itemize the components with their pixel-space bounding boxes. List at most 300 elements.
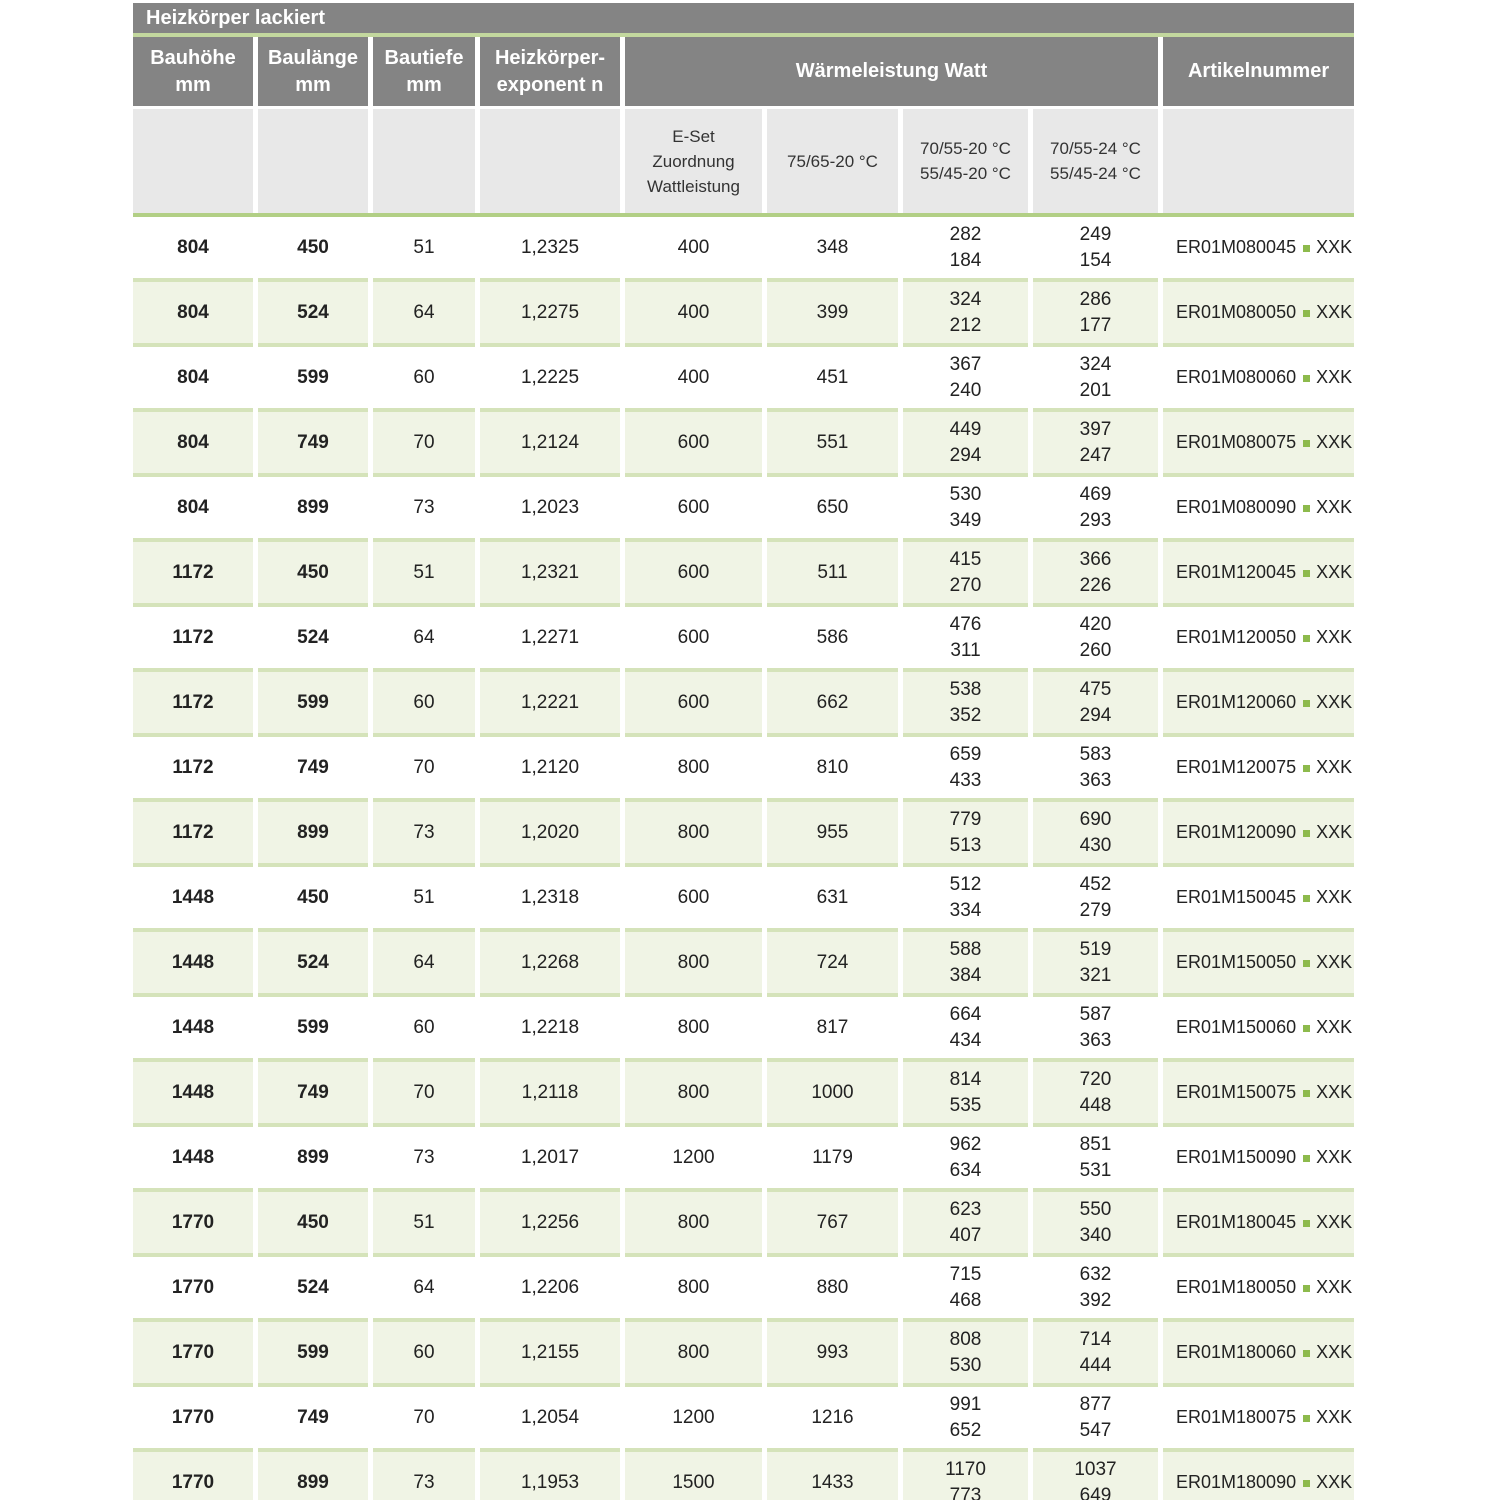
eset-cell: 800 [625,802,762,867]
exponent-cell: 1,2017 [480,1127,620,1192]
table-row [133,672,1354,737]
watt-7055-20-cell [903,1452,1028,1500]
column-header-exponent [480,37,620,109]
artikelnummer-cell [1163,477,1354,542]
watt-7055-24-cell [1033,217,1158,282]
watt-value: 991 [949,1393,982,1415]
subheader-line: Zuordnung [652,151,735,171]
watt-value: 334 [949,899,982,921]
artikel-suffix: XXK [1316,237,1353,257]
exponent-cell: 1,2206 [480,1257,620,1322]
watt-7565-cell: 348 [767,217,898,282]
baulaenge-cell: 450 [258,867,368,932]
artikelnummer-cell [1163,867,1354,932]
green-square-icon [1303,895,1310,902]
artikelnummer-cell [1163,932,1354,997]
exponent-cell: 1,1953 [480,1452,620,1500]
watt-7055-24-cell [1033,607,1158,672]
bautiefe-cell: 64 [373,282,475,347]
bauhoehe-cell: 1172 [133,737,253,802]
watt-7055-20-cell [903,542,1028,607]
bautiefe-cell: 60 [373,347,475,412]
artikel-code: ER01M180075 [1176,1407,1297,1427]
exponent-cell: 1,2318 [480,867,620,932]
bauhoehe-cell: 1448 [133,932,253,997]
watt-7055-20-cell [903,672,1028,737]
watt-7055-20-cell [903,1322,1028,1387]
watt-value: 690 [1079,808,1112,830]
watt-value: 469 [1079,483,1112,505]
watt-value: 433 [949,769,982,791]
eset-cell: 600 [625,412,762,477]
watt-7055-24-cell [1033,1192,1158,1257]
watt-7055-24-cell [1033,932,1158,997]
subheader-line: Wattleistung [647,176,740,196]
baulaenge-cell: 899 [258,1452,368,1500]
watt-7055-24-cell [1033,1322,1158,1387]
artikelnummer-cell [1163,347,1354,412]
bauhoehe-cell: 1770 [133,1452,253,1500]
table-title: Heizkörper lackiert [133,3,1354,33]
artikel-code: ER01M180090 [1176,1472,1297,1492]
table-row [133,802,1354,867]
table-row [133,1192,1354,1257]
bauhoehe-cell: 804 [133,217,253,282]
baulaenge-cell: 899 [258,802,368,867]
exponent-cell: 1,2225 [480,347,620,412]
exponent-cell: 1,2054 [480,1387,620,1452]
watt-value: 247 [1079,444,1112,466]
artikelnummer-cell [1163,282,1354,347]
watt-value: 212 [949,314,982,336]
radiator-spec-table [128,3,1359,1500]
watt-value: 452 [1079,873,1112,895]
artikelnummer-cell [1163,1322,1354,1387]
artikel-suffix: XXK [1316,562,1353,582]
bauhoehe-cell: 1172 [133,802,253,867]
artikelnummer-cell [1163,997,1354,1062]
watt-value: 444 [1079,1354,1112,1376]
watt-7055-20-cell [903,347,1028,412]
watt-value: 468 [949,1289,982,1311]
watt-value: 1037 [1074,1458,1117,1480]
bautiefe-cell: 73 [373,477,475,542]
watt-7565-cell: 1216 [767,1387,898,1452]
artikel-code: ER01M080090 [1176,497,1297,517]
watt-value: 634 [949,1159,982,1181]
green-square-icon [1303,440,1310,447]
artikel-suffix: XXK [1316,757,1353,777]
green-square-icon [1303,765,1310,772]
watt-7565-cell: 1000 [767,1062,898,1127]
header-line: mm [406,73,442,96]
bautiefe-cell: 70 [373,1387,475,1452]
watt-value: 715 [949,1263,982,1285]
table-body [133,217,1354,1500]
watt-value: 449 [949,418,982,440]
artikel-code: ER01M150060 [1176,1017,1297,1037]
artikel-code: ER01M150090 [1176,1147,1297,1167]
column-header-bautiefe [373,37,475,109]
watt-value: 1170 [945,1458,986,1480]
artikel-suffix: XXK [1316,627,1353,647]
green-square-icon [1303,245,1310,252]
bautiefe-cell: 73 [373,1127,475,1192]
bautiefe-cell: 70 [373,412,475,477]
watt-value: 779 [949,808,982,830]
bauhoehe-cell: 804 [133,282,253,347]
watt-7055-24-cell [1033,477,1158,542]
watt-7565-cell: 810 [767,737,898,802]
watt-value: 279 [1079,899,1112,921]
green-square-icon [1303,635,1310,642]
baulaenge-cell: 524 [258,932,368,997]
table-row [133,867,1354,932]
watt-value: 476 [949,613,982,635]
artikel-suffix: XXK [1316,822,1353,842]
artikel-suffix: XXK [1316,952,1353,972]
eset-cell: 600 [625,542,762,607]
eset-cell: 800 [625,1062,762,1127]
column-header-bauhoehe [133,37,253,109]
green-square-icon [1303,1415,1310,1422]
exponent-cell: 1,2321 [480,542,620,607]
watt-7565-cell: 817 [767,997,898,1062]
artikel-suffix: XXK [1316,1147,1353,1167]
watt-value: 530 [949,1354,982,1376]
watt-value: 154 [1079,249,1112,271]
bauhoehe-cell: 1172 [133,542,253,607]
artikel-code: ER01M150045 [1176,887,1297,907]
watt-value: 538 [949,678,982,700]
artikel-code: ER01M120075 [1176,757,1297,777]
watt-value: 270 [949,574,982,596]
exponent-cell: 1,2325 [480,217,620,282]
artikelnummer-cell [1163,1452,1354,1500]
watt-value: 652 [949,1419,982,1441]
artikel-code: ER01M120045 [1176,562,1297,582]
artikelnummer-cell [1163,672,1354,737]
exponent-cell: 1,2268 [480,932,620,997]
bautiefe-cell: 60 [373,997,475,1062]
watt-value: 324 [949,288,982,310]
table-row [133,932,1354,997]
watt-value: 415 [949,548,982,570]
artikelnummer-cell [1163,802,1354,867]
bauhoehe-cell: 1448 [133,1127,253,1192]
exponent-cell: 1,2120 [480,737,620,802]
artikel-code: ER01M150050 [1176,952,1297,972]
table-row [133,1062,1354,1127]
baulaenge-cell: 524 [258,1257,368,1322]
artikel-code: ER01M120050 [1176,627,1297,647]
table-row [133,1452,1354,1500]
bauhoehe-cell: 1448 [133,867,253,932]
watt-value: 420 [1079,613,1112,635]
baulaenge-cell: 599 [258,347,368,412]
table-row [133,477,1354,542]
watt-7055-24-cell [1033,347,1158,412]
baulaenge-cell: 450 [258,1192,368,1257]
watt-value: 293 [1079,509,1112,531]
watt-7565-cell: 399 [767,282,898,347]
exponent-cell: 1,2218 [480,997,620,1062]
bauhoehe-cell: 1770 [133,1387,253,1452]
exponent-cell: 1,2124 [480,412,620,477]
watt-7565-cell: 551 [767,412,898,477]
watt-7055-20-cell [903,932,1028,997]
watt-7055-24-cell [1033,672,1158,737]
baulaenge-cell: 599 [258,997,368,1062]
watt-value: 184 [949,249,982,271]
column-header-baulaenge [258,37,368,109]
green-square-icon [1303,1090,1310,1097]
header-line: Heizkörper- [494,46,606,69]
exponent-cell: 1,2221 [480,672,620,737]
green-square-icon [1303,1220,1310,1227]
watt-7055-24-cell [1033,1387,1158,1452]
column-header-row [133,37,1354,109]
watt-value: 201 [1079,379,1112,401]
watt-value: 311 [950,639,981,661]
baulaenge-cell: 749 [258,1062,368,1127]
eset-cell: 600 [625,607,762,672]
artikel-code: ER01M180050 [1176,1277,1297,1297]
eset-cell: 1200 [625,1127,762,1192]
bauhoehe-cell: 1770 [133,1322,253,1387]
table-row [133,412,1354,477]
watt-7055-24-cell [1033,412,1158,477]
bautiefe-cell: 64 [373,607,475,672]
watt-value: 286 [1079,288,1112,310]
watt-7055-24-cell [1033,542,1158,607]
watt-value: 632 [1079,1263,1112,1285]
watt-value: 550 [1079,1198,1112,1220]
table-row [133,347,1354,412]
eset-cell: 400 [625,282,762,347]
subheader-eset [625,109,762,213]
watt-value: 363 [1079,1029,1112,1051]
watt-value: 249 [1079,223,1112,245]
watt-value: 583 [1079,743,1112,765]
green-square-icon [1303,1285,1310,1292]
eset-cell: 400 [625,347,762,412]
table-row [133,1387,1354,1452]
watt-7565-cell: 451 [767,347,898,412]
column-header-waermeleistung: Wärmeleistung Watt [625,37,1158,109]
artikel-code: ER01M180045 [1176,1212,1297,1232]
watt-7565-cell: 880 [767,1257,898,1322]
watt-7565-cell: 631 [767,867,898,932]
watt-7055-20-cell [903,1257,1028,1322]
subheader-empty [258,109,368,213]
watt-value: 177 [1079,314,1112,336]
baulaenge-cell: 749 [258,737,368,802]
bauhoehe-cell: 804 [133,347,253,412]
bautiefe-cell: 60 [373,672,475,737]
green-square-icon [1303,505,1310,512]
bauhoehe-cell: 804 [133,412,253,477]
watt-value: 260 [1079,639,1112,661]
subheader-7055-24 [1033,109,1158,213]
bauhoehe-cell: 1448 [133,997,253,1062]
watt-value: 808 [949,1328,982,1350]
bauhoehe-cell: 1172 [133,672,253,737]
exponent-cell: 1,2271 [480,607,620,672]
artikel-code: ER01M080050 [1176,302,1297,322]
green-square-icon [1303,1480,1310,1487]
artikel-suffix: XXK [1316,302,1353,322]
baulaenge-cell: 749 [258,412,368,477]
watt-value: 226 [1079,574,1112,596]
baulaenge-cell: 899 [258,1127,368,1192]
bautiefe-cell: 70 [373,1062,475,1127]
watt-value: 513 [949,834,982,856]
table-row [133,542,1354,607]
artikel-suffix: XXK [1316,432,1353,452]
watt-value: 294 [949,444,982,466]
subheader-line: 55/45-24 °C [1050,164,1141,183]
artikelnummer-cell [1163,217,1354,282]
artikelnummer-cell [1163,412,1354,477]
watt-value: 714 [1079,1328,1112,1350]
watt-value: 535 [949,1094,982,1116]
watt-7055-24-cell [1033,737,1158,802]
artikel-suffix: XXK [1316,1082,1353,1102]
watt-value: 623 [949,1198,982,1220]
eset-cell: 1500 [625,1452,762,1500]
watt-value: 384 [949,964,982,986]
baulaenge-cell: 524 [258,282,368,347]
subheader-empty [1163,109,1354,213]
artikel-code: ER01M080060 [1176,367,1297,387]
subheader-empty [373,109,475,213]
bautiefe-cell: 51 [373,542,475,607]
watt-value: 814 [949,1068,982,1090]
bautiefe-cell: 51 [373,867,475,932]
watt-value: 659 [949,743,982,765]
subheader-empty [133,109,253,213]
baulaenge-cell: 450 [258,542,368,607]
watt-value: 324 [1079,353,1112,375]
bautiefe-cell: 51 [373,217,475,282]
watt-7055-20-cell [903,1127,1028,1192]
subheader-7565: 75/65-20 °C [767,109,898,213]
artikel-code: ER01M080045 [1176,237,1297,257]
watt-value: 851 [1079,1133,1112,1155]
artikel-code: ER01M080075 [1176,432,1297,452]
watt-7565-cell: 1179 [767,1127,898,1192]
artikel-suffix: XXK [1316,692,1353,712]
watt-value: 773 [949,1484,982,1500]
watt-7055-20-cell [903,867,1028,932]
watt-7565-cell: 724 [767,932,898,997]
bautiefe-cell: 64 [373,1257,475,1322]
green-square-icon [1303,700,1310,707]
bautiefe-cell: 73 [373,802,475,867]
watt-7055-24-cell [1033,282,1158,347]
watt-value: 962 [949,1133,982,1155]
eset-cell: 800 [625,1192,762,1257]
eset-cell: 800 [625,1322,762,1387]
baulaenge-cell: 524 [258,607,368,672]
watt-value: 588 [949,938,982,960]
watt-value: 649 [1079,1484,1112,1500]
bauhoehe-cell: 1770 [133,1192,253,1257]
watt-7565-cell: 650 [767,477,898,542]
subheader-line: 55/45-20 °C [920,164,1011,183]
artikel-suffix: XXK [1316,367,1353,387]
table-row [133,1127,1354,1192]
exponent-cell: 1,2256 [480,1192,620,1257]
watt-value: 294 [1079,704,1112,726]
eset-cell: 800 [625,1257,762,1322]
watt-7055-24-cell [1033,867,1158,932]
subheader-7055-20 [903,109,1028,213]
watt-value: 877 [1079,1393,1112,1415]
artikel-code: ER01M120060 [1176,692,1297,712]
watt-value: 349 [949,509,982,531]
table-row [133,217,1354,282]
watt-value: 430 [1079,834,1112,856]
watt-7055-20-cell [903,282,1028,347]
green-square-icon [1303,830,1310,837]
watt-7565-cell: 586 [767,607,898,672]
artikelnummer-cell [1163,1387,1354,1452]
subheader-row [133,109,1354,213]
eset-cell: 600 [625,672,762,737]
artikelnummer-cell [1163,542,1354,607]
green-square-icon [1303,1025,1310,1032]
artikelnummer-cell [1163,607,1354,672]
watt-value: 512 [949,873,982,895]
eset-cell: 800 [625,737,762,802]
artikel-code: ER01M180060 [1176,1342,1297,1362]
eset-cell: 800 [625,997,762,1062]
bauhoehe-cell: 1770 [133,1257,253,1322]
artikel-suffix: XXK [1316,1277,1353,1297]
table-row [133,737,1354,802]
table-row [133,997,1354,1062]
bauhoehe-cell: 1172 [133,607,253,672]
artikel-code: ER01M150075 [1176,1082,1297,1102]
watt-value: 475 [1079,678,1112,700]
bauhoehe-cell: 1448 [133,1062,253,1127]
watt-value: 397 [1079,418,1112,440]
watt-value: 366 [1079,548,1112,570]
watt-7055-24-cell [1033,1452,1158,1500]
subheader-line: 70/55-20 °C [920,139,1011,158]
artikel-suffix: XXK [1316,1407,1353,1427]
bautiefe-cell: 51 [373,1192,475,1257]
watt-value: 448 [1079,1094,1112,1116]
artikelnummer-cell [1163,1192,1354,1257]
watt-value: 664 [949,1003,982,1025]
watt-7565-cell: 662 [767,672,898,737]
eset-cell: 600 [625,477,762,542]
exponent-cell: 1,2020 [480,802,620,867]
bauhoehe-cell: 804 [133,477,253,542]
green-square-icon [1303,570,1310,577]
watt-7055-24-cell [1033,997,1158,1062]
header-line: exponent n [496,73,604,96]
exponent-cell: 1,2023 [480,477,620,542]
watt-value: 282 [949,223,982,245]
watt-value: 519 [1079,938,1112,960]
watt-value: 367 [949,353,982,375]
bautiefe-cell: 70 [373,737,475,802]
watt-7565-cell: 511 [767,542,898,607]
